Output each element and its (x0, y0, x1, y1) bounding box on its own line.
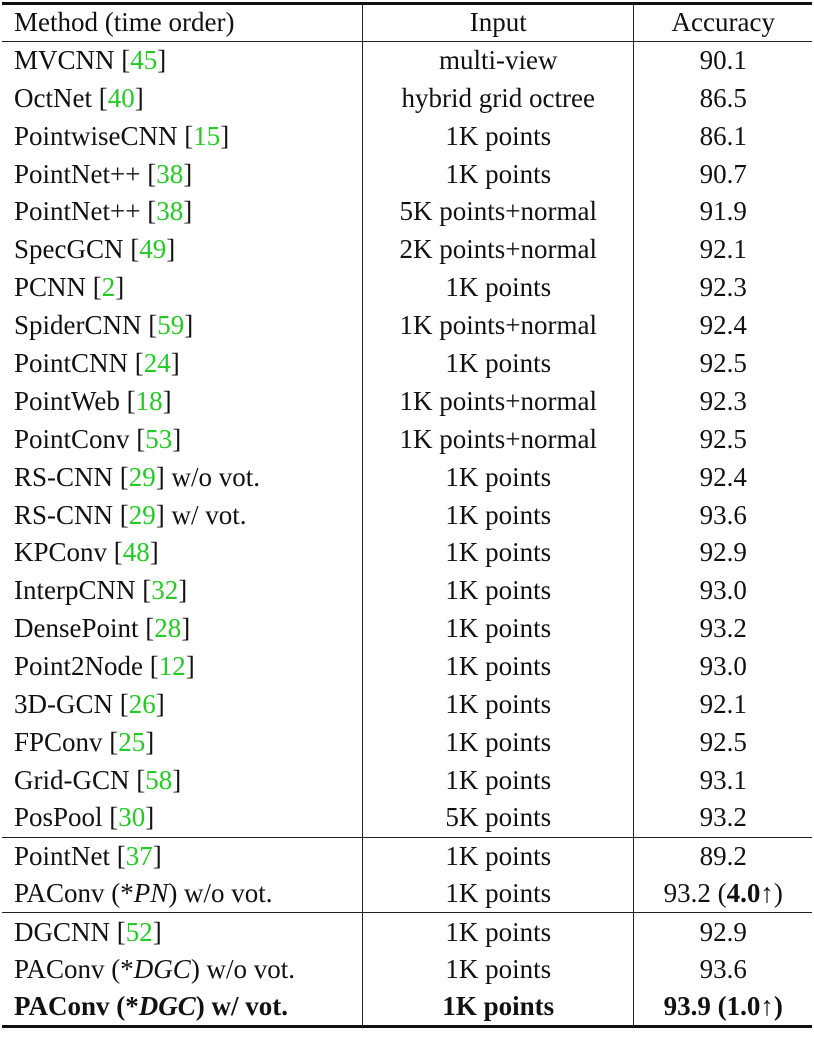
table-row (2, 875, 812, 913)
input-cell: 2K points+normal (363, 231, 634, 269)
method-cell: 3D-GCN [26] (14, 688, 165, 719)
accuracy-cell: 92.3 (634, 269, 812, 307)
citation-link[interactable]: 12 (158, 651, 186, 682)
accuracy-cell: 92.9 (634, 913, 812, 951)
method-cell: PosPool [30] (14, 802, 155, 833)
results-table (2, 2, 812, 1028)
table-row (2, 686, 812, 724)
table-row (2, 382, 812, 420)
input-cell: 1K points (363, 458, 634, 496)
input-cell: 1K points (363, 686, 634, 724)
input-cell: 1K points (363, 761, 634, 799)
citation-link[interactable]: 59 (157, 310, 185, 341)
table-row (2, 41, 812, 79)
method-cell: PointNet [37] (14, 840, 162, 871)
method-cell: FPConv [25] (14, 726, 155, 757)
accuracy-cell: 90.7 (634, 155, 812, 193)
table-row (2, 269, 812, 307)
input-cell: hybrid grid octree (363, 79, 634, 117)
citation-link[interactable]: 49 (139, 234, 167, 265)
citation-link[interactable]: 30 (118, 802, 146, 833)
citation-link[interactable]: 15 (193, 120, 221, 151)
accuracy-cell: 92.4 (634, 307, 812, 345)
table-row (2, 458, 812, 496)
citation-link[interactable]: 53 (145, 423, 173, 454)
method-cell: Grid-GCN [58] (14, 764, 182, 795)
accuracy-cell: 90.1 (634, 41, 812, 79)
citation-link[interactable]: 52 (125, 916, 153, 947)
accuracy-cell: 92.1 (634, 231, 812, 269)
method-cell: PointNet++ [38] (14, 158, 193, 189)
accuracy-cell: 92.5 (634, 345, 812, 383)
method-cell: PAConv (*DGC) w/o vot. (14, 954, 296, 985)
input-cell: 1K points (363, 648, 634, 686)
citation-link[interactable]: 45 (130, 45, 158, 76)
accuracy-cell: 93.0 (634, 572, 812, 610)
input-cell: multi-view (363, 41, 634, 79)
method-cell: DGCNN [52] (14, 916, 162, 947)
input-cell: 1K points (363, 610, 634, 648)
table-row (2, 155, 812, 193)
method-cell: PointWeb [18] (14, 385, 172, 416)
method-cell: DensePoint [28] (14, 613, 191, 644)
table-row (2, 534, 812, 572)
header-method: Method (time order) (14, 7, 235, 38)
input-cell: 1K points+normal (363, 420, 634, 458)
citation-link[interactable]: 58 (145, 764, 173, 795)
table-row (2, 496, 812, 534)
table-row (2, 610, 812, 648)
method-cell: SpiderCNN [59] (14, 310, 194, 341)
input-cell: 1K points (363, 269, 634, 307)
input-cell: 5K points+normal (363, 193, 634, 231)
method-cell: PointNet++ [38] (14, 196, 193, 227)
citation-link[interactable]: 48 (122, 537, 150, 568)
table-row (2, 648, 812, 686)
citation-link[interactable]: 28 (154, 613, 182, 644)
method-cell: RS-CNN [29] w/ vot. (14, 499, 247, 530)
table-row (2, 420, 812, 458)
input-cell: 1K points (363, 837, 634, 875)
accuracy-cell: 86.5 (634, 79, 812, 117)
accuracy-cell: 92.9 (634, 534, 812, 572)
header-row (2, 4, 812, 42)
table-row (2, 307, 812, 345)
citation-link[interactable]: 40 (107, 82, 135, 113)
accuracy-cell: 92.4 (634, 458, 812, 496)
input-cell: 1K points (363, 723, 634, 761)
citation-link[interactable]: 24 (143, 347, 171, 378)
table-row (2, 951, 812, 989)
table-row (2, 837, 812, 875)
accuracy-cell: 89.2 (634, 837, 812, 875)
header-accuracy: Accuracy (634, 4, 812, 42)
citation-link[interactable]: 2 (101, 272, 116, 303)
table-row (2, 79, 812, 117)
accuracy-cell: 93.6 (634, 951, 812, 989)
input-cell: 1K points (363, 117, 634, 155)
accuracy-cell: 93.2 (634, 799, 812, 837)
accuracy-cell: 93.9 (1.0↑) (634, 989, 812, 1027)
citation-link[interactable]: 29 (128, 499, 156, 530)
table-row (2, 345, 812, 383)
accuracy-cell: 86.1 (634, 117, 812, 155)
input-cell: 1K points (363, 155, 634, 193)
accuracy-cell: 92.3 (634, 382, 812, 420)
accuracy-cell: 93.6 (634, 496, 812, 534)
table-row (2, 231, 812, 269)
input-cell: 1K points (363, 534, 634, 572)
method-cell: Point2Node [12] (14, 651, 195, 682)
citation-link[interactable]: 25 (118, 726, 146, 757)
method-cell: InterpCNN [32] (14, 575, 188, 606)
input-cell: 1K points (363, 951, 634, 989)
input-cell: 5K points (363, 799, 634, 837)
accuracy-cell: 93.0 (634, 648, 812, 686)
input-cell: 1K points (363, 345, 634, 383)
method-cell: PointwiseCNN [15] (14, 120, 230, 151)
method-cell: RS-CNN [29] w/o vot. (14, 461, 261, 492)
method-cell: PointConv [53] (14, 423, 182, 454)
accuracy-cell: 93.2 (634, 610, 812, 648)
method-cell: MVCNN [45] (14, 45, 167, 76)
input-cell: 1K points (363, 875, 634, 913)
input-cell: 1K points (363, 989, 634, 1027)
input-cell: 1K points (363, 572, 634, 610)
table-row (2, 799, 812, 837)
citation-link[interactable]: 38 (156, 158, 184, 189)
table-body (2, 41, 812, 1026)
accuracy-cell: 92.5 (634, 723, 812, 761)
method-cell: OctNet [40] (14, 82, 144, 113)
method-cell: PAConv (*PN) w/o vot. (14, 878, 273, 909)
table-row (2, 193, 812, 231)
table-row (2, 723, 812, 761)
method-cell: PAConv (*DGC) w/ vot. (14, 991, 288, 1022)
input-cell: 1K points (363, 496, 634, 534)
accuracy-cell: 91.9 (634, 193, 812, 231)
method-cell: SpecGCN [49] (14, 234, 176, 265)
table-row (2, 913, 812, 951)
accuracy-cell: 92.5 (634, 420, 812, 458)
table-row (2, 117, 812, 155)
citation-link[interactable]: 37 (125, 840, 153, 871)
input-cell: 1K points (363, 913, 634, 951)
citation-link[interactable]: 26 (128, 688, 156, 719)
results-table-container (2, 2, 812, 1028)
citation-link[interactable]: 38 (156, 196, 184, 227)
table-row (2, 572, 812, 610)
method-cell: KPConv [48] (14, 537, 159, 568)
method-cell: PointCNN [24] (14, 347, 180, 378)
input-cell: 1K points+normal (363, 307, 634, 345)
accuracy-cell: 93.1 (634, 761, 812, 799)
citation-link[interactable]: 29 (128, 461, 156, 492)
table-row (2, 761, 812, 799)
table-row-best (2, 989, 812, 1027)
citation-link[interactable]: 18 (135, 385, 163, 416)
citation-link[interactable]: 32 (151, 575, 179, 606)
accuracy-cell: 93.2 (4.0↑) (634, 875, 812, 913)
accuracy-cell: 92.1 (634, 686, 812, 724)
input-cell: 1K points+normal (363, 382, 634, 420)
header-input: Input (363, 4, 634, 42)
method-cell: PCNN [2] (14, 272, 125, 303)
